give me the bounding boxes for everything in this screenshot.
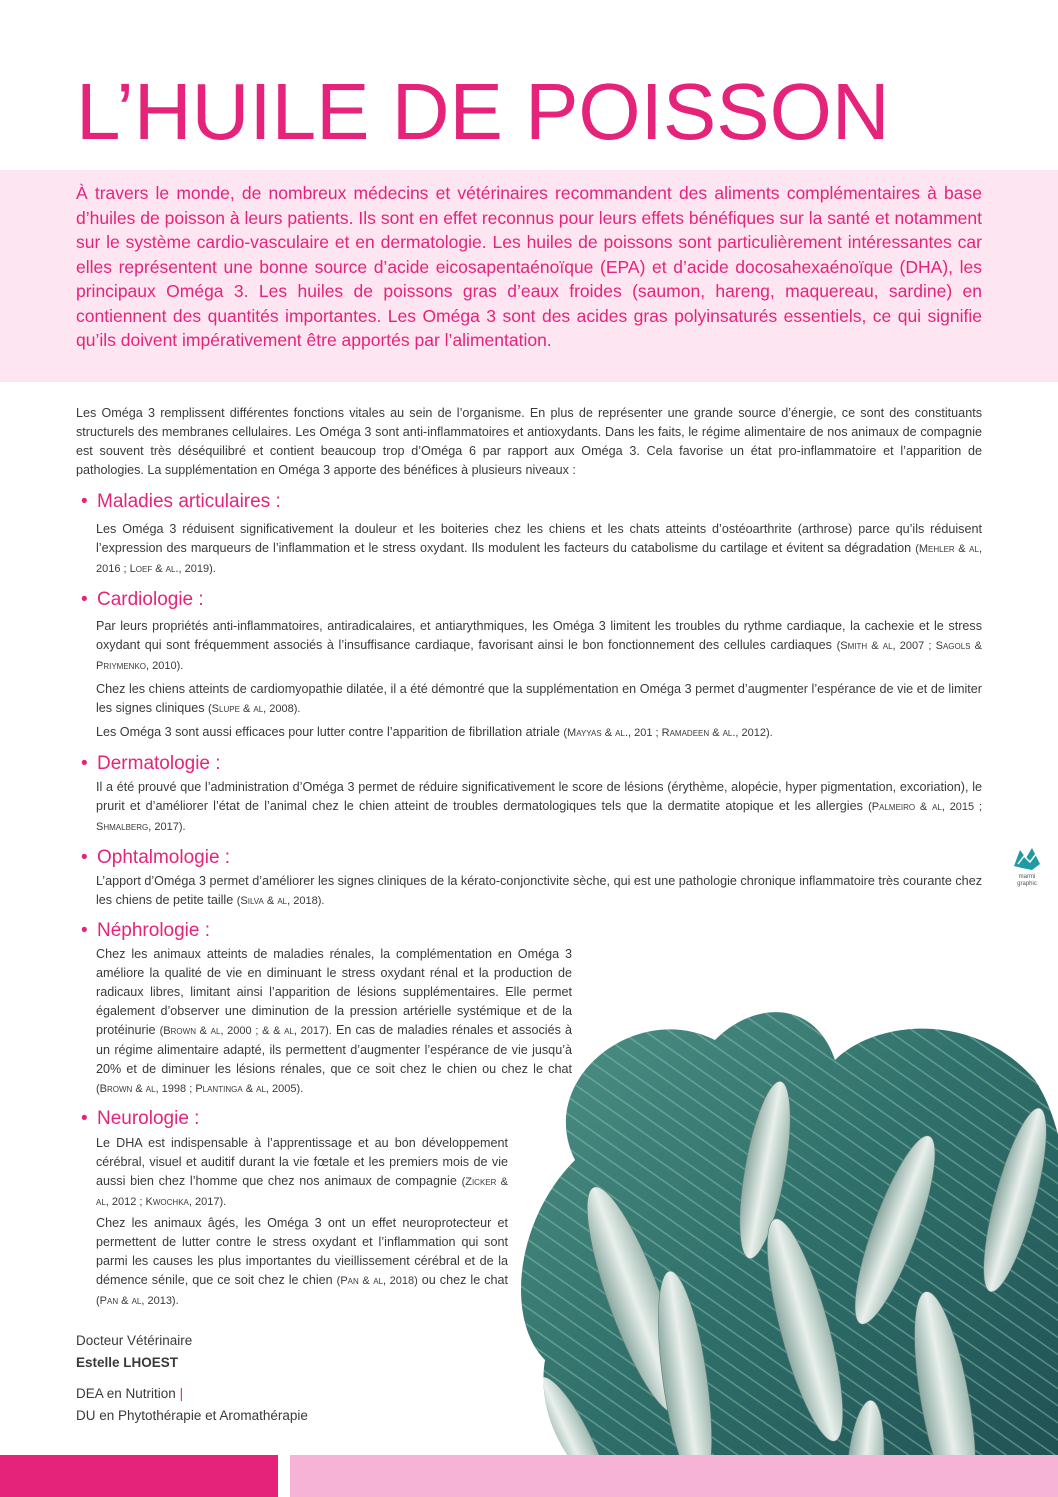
logo-line-1: marmi <box>1018 874 1036 880</box>
section-paragraph <box>96 520 982 579</box>
citation: (Slupe & al, 2008). <box>208 703 301 715</box>
bullet: • <box>81 920 88 941</box>
signature-degree-1 <box>76 1384 183 1404</box>
signature-degree-2: DU en Phytothérapie et Aromathérapie <box>76 1408 308 1423</box>
body-paragraph: Les Oméga 3 remplissent différentes fonctions vitales au sein de l’organisme. En plus de représenter une grande source d’énergie, ce sont des constituants structurels des membranes cellulaires. Les Oméga 3 sont anti-inflammatoires et antioxydants. Dans les faits, le régime alimentaire de nos animaux de compagnie est souvent très déséquilibré et contient beaucoup trop d’Oméga 6 par rapport aux Oméga 3. Cela favorise un état pro-inflammatoire et l’apparition de pathologies. La supplémentation en Oméga 3 apporte des bénéfices à plusieurs niveaux : <box>76 406 982 477</box>
section-heading-label: Cardiologie : <box>97 589 204 610</box>
bullet: • <box>81 491 88 512</box>
bullet: • <box>81 847 88 868</box>
paragraph-text: Chez les chiens atteints de cardiomyopathie dilatée, il a été démontré que la supplémentation en Oméga 3 permet d’augmenter l’espérance de vie et de limiter les signes cliniques <box>96 682 982 715</box>
publisher-logo-icon <box>1012 846 1042 872</box>
signature-name: Estelle LHOEST <box>76 1355 179 1370</box>
intro-paragraph: À travers le monde, de nombreux médecins et vétérinaires recommandent des aliments complémentaires à base d’huiles de poisson à leurs patients. Ils sont en effet reconnus pour leurs effets bénéfiques sur la santé et notamment sur le système cardio-vasculaire et en dermatologie. Les huiles de poissons sont particulièrement intéressantes car elles représentent une bonne source d’acide eicosapentaénoïque (EPA) et d’acide docosahexaénoïque (DHA), les principaux Oméga 3. Les huiles de poissons gras d’eaux froides (saumon, hareng, maquereau, sardine) en contiennent des quantités importantes. Les Oméga 3 sont des acides gras polyinsaturés essentiels, ce qui signifie qu’ils doivent impérativement être apportés par l’alimentation. <box>76 183 982 350</box>
bullet: • <box>81 753 88 774</box>
publisher-logo-text <box>1010 874 1044 888</box>
footer-bar-right <box>290 1455 1058 1497</box>
section-heading-ophtalmologie <box>81 846 230 870</box>
paragraph-text: ou chez le chat <box>421 1273 509 1287</box>
fish-school-photo <box>515 1000 1058 1497</box>
section-heading-dermatologie <box>81 752 221 776</box>
section-heading-label: Maladies articulaires : <box>97 491 281 512</box>
paragraph-text: Le DHA est indispensable à l’apprentissage et au bon développement cérébral, visuel et auditif durant la vie fœtale et les premiers mois de vie aussi bien chez l’homme que chez nos animaux de compagnie <box>96 1136 508 1188</box>
footer-bar-left <box>0 1455 278 1497</box>
paragraph-text: Par leurs propriétés anti-inflammatoires, antiradicalaires, et antiarythmiques, les Oméga 3 limitent les troubles du rythme cardiaque, la cachexie et le stress oxydant qui sont fréquemment associés à l’insuffisance cardiaque, favorisant ainsi le bon fonctionnement des cellules cardiaques <box>96 619 982 652</box>
citation: (Smith & al, 2007 ; Sagols & Priymenko, 2010). <box>96 640 983 672</box>
paragraph-text: L’apport d’Oméga 3 permet d’améliorer les signes cliniques de la kérato-conjonctivite sèche, qui est une pathologie chronique inflammatoire très courante chez les chiens de petite taille <box>96 874 982 907</box>
paragraph-text: Il a été prouvé que l’administration d’Oméga 3 permet de réduire significativement le score de lésions (érythème, alopécie, hyper pigmentation, excoriation), le prurit et d’améliorer l’état de l’animal chez le chien atteint de troubles dermatologiques tels que la dermatite atopique et les allergies <box>96 780 982 813</box>
citation: (Zicker & al, 2012 ; Kwochka, 2017). <box>96 1176 508 1208</box>
section-heading-label: Neurologie : <box>97 1108 200 1129</box>
section-paragraph <box>96 617 982 676</box>
section-heading-label: Dermatologie : <box>97 753 221 774</box>
section-paragraph <box>96 1134 508 1212</box>
citation: (Pan & al, 2013). <box>96 1295 179 1307</box>
section-paragraph <box>96 1214 508 1311</box>
section-paragraph <box>96 872 982 911</box>
logo-line-2: graphic <box>1017 881 1037 887</box>
section-heading-neurologie <box>81 1107 199 1131</box>
section-heading-label: Néphrologie : <box>97 920 211 941</box>
paragraph-text: En cas de maladies rénales et associés à un régime alimentaire adapté, ils permettent d’augmenter l’espérance de vie jusqu’à 20% et de diminuer les lésions rénales, que ce soit chez le chien ou chez le chat <box>96 1023 573 1076</box>
paragraph-text: Les Oméga 3 sont aussi efficaces pour lutter contre l’apparition de fibrillation atriale <box>96 725 560 739</box>
section-heading-cardiologie <box>81 588 204 612</box>
citation: (Brown & al, 1998 ; Plantinga & al, 2005). <box>96 1083 304 1095</box>
citation: (Silva & al, 2018). <box>236 895 325 907</box>
section-heading-articulaires <box>81 490 281 514</box>
citation: (Pan & al, 2018) <box>336 1275 418 1287</box>
section-paragraph <box>96 680 982 719</box>
section-heading-label: Ophtalmologie : <box>97 847 231 868</box>
bullet: • <box>81 1108 88 1129</box>
paragraph-text: Les Oméga 3 réduisent significativement la douleur et les boiteries chez les chiens et les chats atteints d’ostéoarthrite (arthrose) parce qu’ils réduisent l’expression des marqueurs de l’inflammation et le stress oxydant. Ils modulent les facteurs du catabolisme du cartilage et évitent sa dégradation <box>96 522 982 555</box>
section-paragraph <box>96 723 982 743</box>
signature-role: Docteur Vétérinaire <box>76 1333 193 1348</box>
bullet: • <box>81 589 88 610</box>
paragraph-text: Chez les animaux atteints de maladies rénales, la complémentation en Oméga 3 améliore la qualité de vie en diminuant le stress oxydant rénal et la production de radicaux libres, limitant ainsi l’apparition de lésions supplémentaires. Elle permet également d’observer une diminution de la pression artérielle systémique et de la protéinurie <box>96 947 572 1037</box>
paragraph-text: Chez les animaux âgés, les Oméga 3 ont un effet neuroprotecteur et permettent de lutter contre le stress oxydant et l’inflammation qui sont parmi les causes les plus importantes du vieillissement cérébral et de la démence sénile, que ce soit chez le chien <box>96 1216 508 1287</box>
section-paragraph <box>96 778 982 837</box>
section-paragraph <box>96 945 572 1099</box>
page-title: L’HUILE DE POISSON <box>76 67 890 156</box>
citation: (Palmeiro & al, 2015 ; Shmalberg, 2017). <box>96 801 983 833</box>
degree-text: DEA en Nutrition <box>76 1386 176 1401</box>
separator: | <box>179 1386 184 1401</box>
citation: (Brown & al, 2000 ; & & al, 2017). <box>159 1025 332 1037</box>
citation: (Mehler & al, 2016 ; Loef & al., 2019). <box>96 543 982 575</box>
citation: (Mayyas & al., 201 ; Ramadeen & al., 2012). <box>563 727 773 739</box>
section-heading-nephrologie <box>81 919 210 943</box>
